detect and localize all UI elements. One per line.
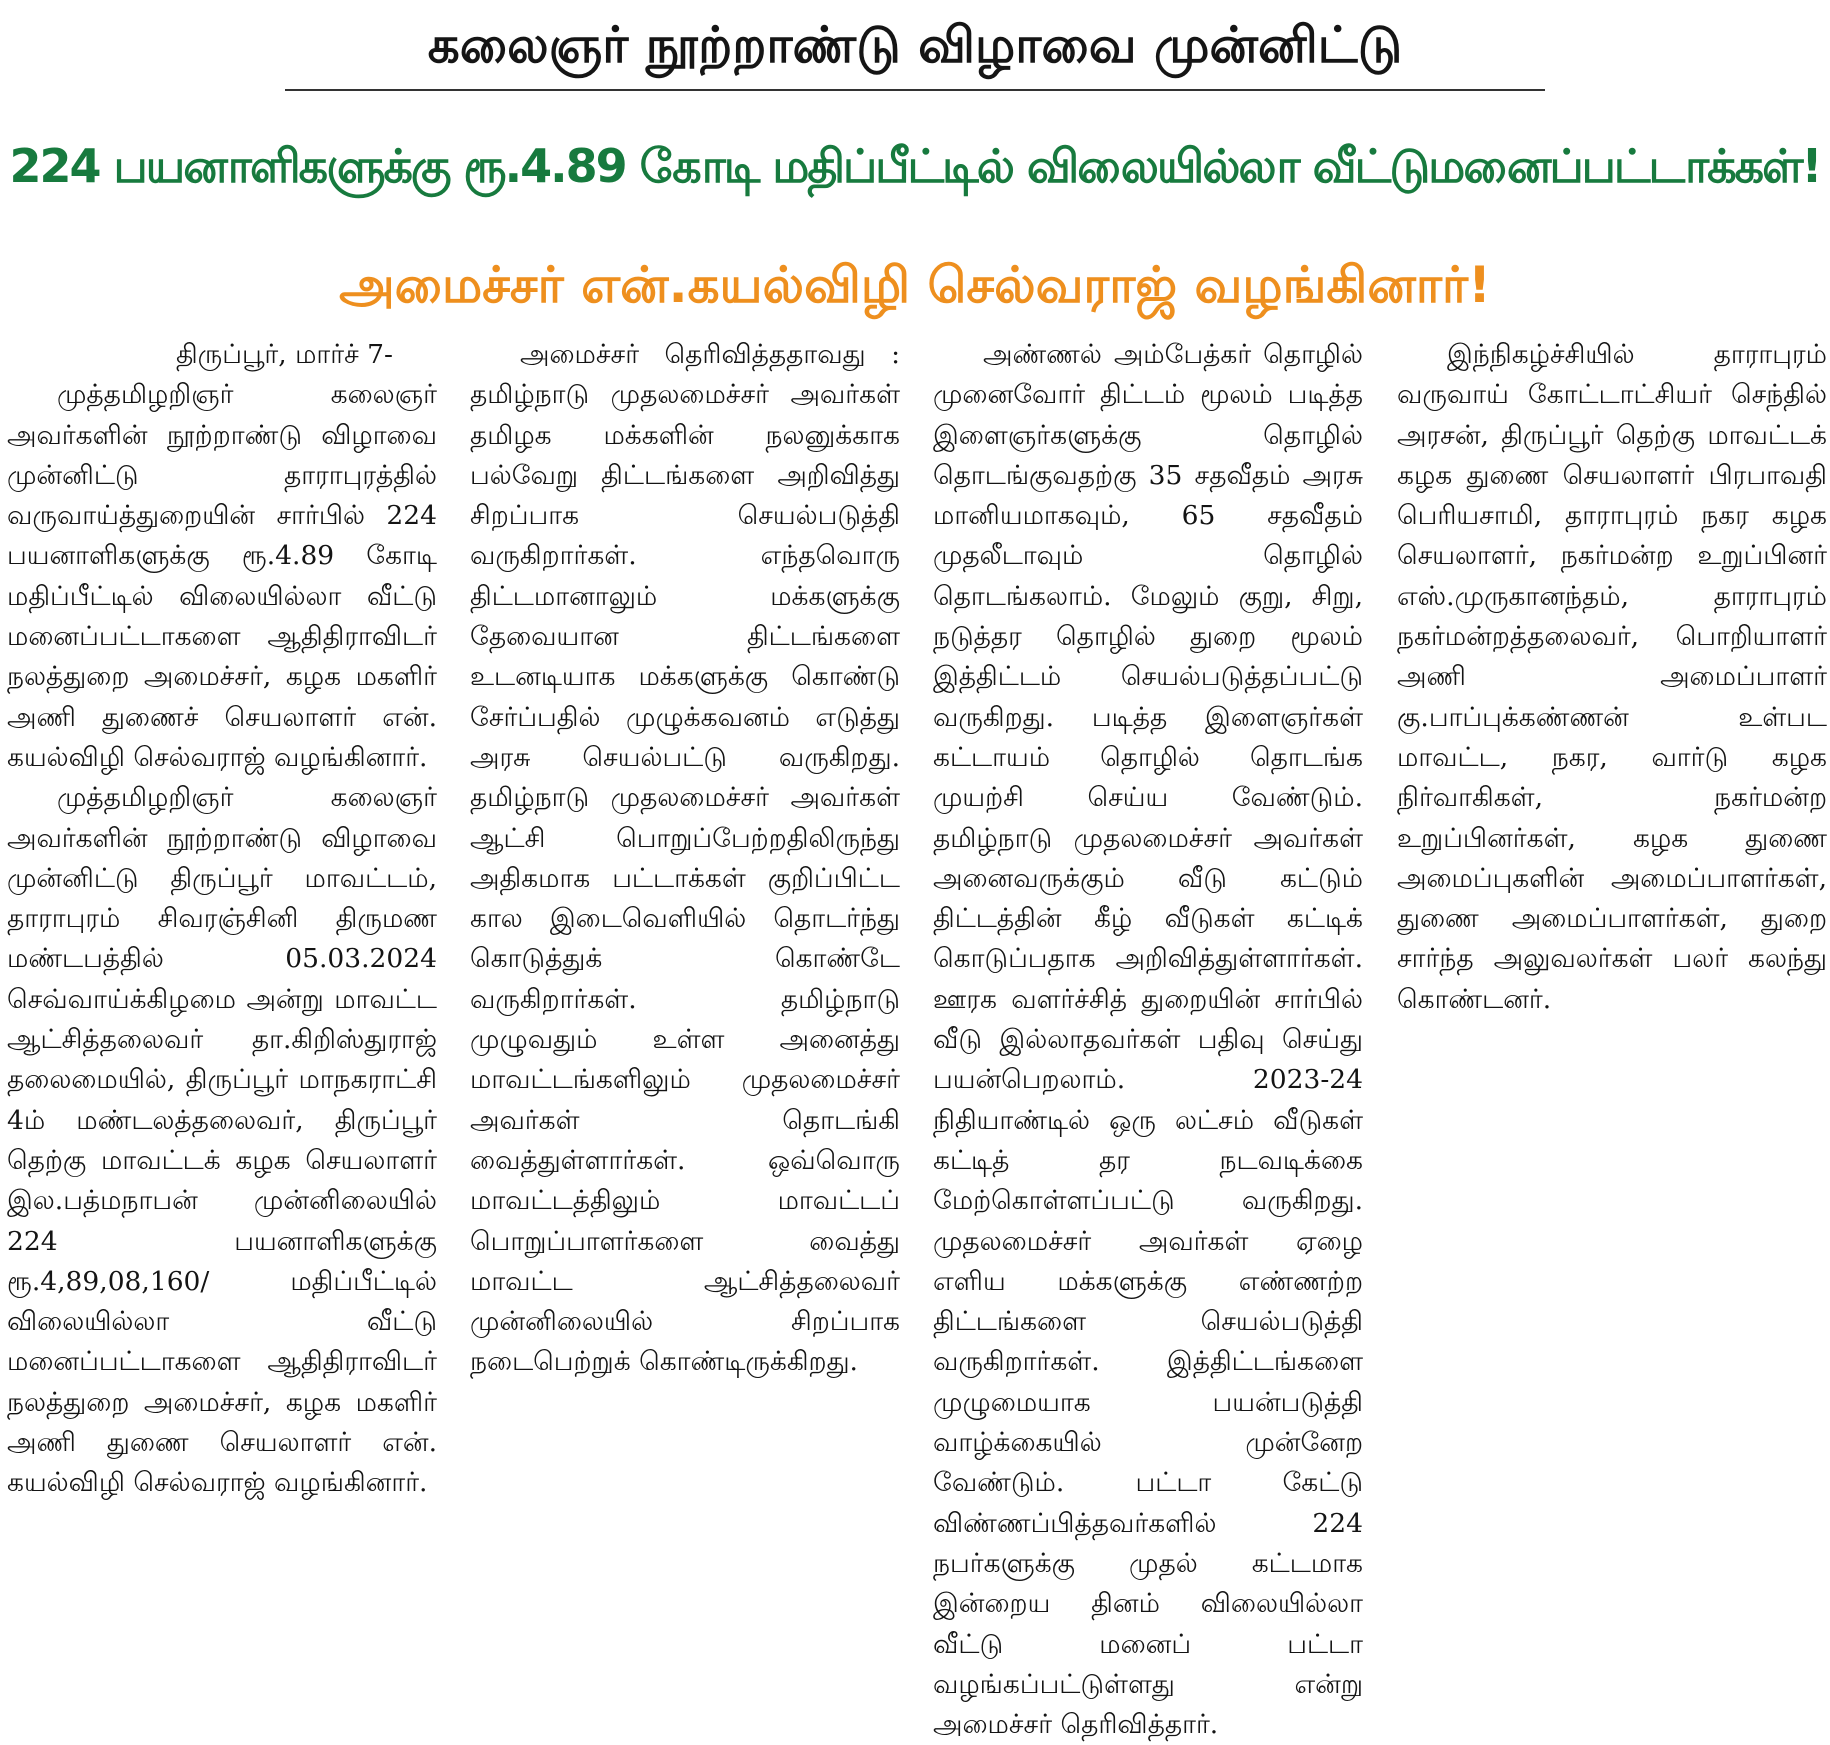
main-headline: 224 பயனாளிகளுக்கு ரூ.4.89 கோடி மதிப்பீட்டில் விலையில்லா வீட்டுமனைப்பட்டாக்கள்!: [9, 139, 1821, 193]
paragraph-2: முத்தமிழறிஞர் கலைஞர் அவர்களின் நூற்றாண்டு விழாவை முன்னிட்டு திருப்பூர் மாவட்டம், தாராபுரம் சிவரஞ்சினி திருமண மண்டபத்தில் 05.03.2024 செவ்வாய்க்கிழமை அன்று மாவட்ட ஆட்சித்தலைவர் தா.கிறிஸ்துராஜ் தலைமையில், திருப்பூர் மாநகராட்சி 4ம் மண்டலத்தலைவர், திருப்பூர் தெற்கு மாவட்டக் கழக செயலாளர் இல.பத்மநாபன் முன்னிலையில் 224 பயனாளிகளுக்கு ரூ.4,89,08,160/ மதிப்பீட்டில் விலையில்லா வீட்டு மனைப்பட்டாகளை ஆதிதிராவிடர் நலத்துறை அமைச்சர், கழக மகளிர் அணி துணை செயலாளர் என். கயல்விழி செல்வராஜ் வழங்கினார்.: [7, 782, 437, 1499]
kicker-heading: கலைஞர் நூற்றாண்டு விழாவை முன்னிட்டு: [427, 16, 1403, 74]
article-column-4: [1397, 335, 1827, 1663]
paragraph-5: இந்நிகழ்ச்சியில் தாராபுரம் வருவாய் கோட்டாட்சியர் செந்தில் அரசன், திருப்பூர் தெற்கு மாவட்டக் கழக துணை செயலாளர் பிரபாவதி பெரியசாமி, தாராபுரம் நகர கழக செயலாளர், நகர்மன்ற உறுப்பினர் எஸ்.முருகானந்தம், தாராபுரம் நகர்மன்றத்தலைவர், பொறியாளர் அணி அமைப்பாளர் கு.பாப்புக்கண்ணன் உள்பட மாவட்ட, நகர, வார்டு கழக நிர்வாகிகள், நகர்மன்ற உறுப்பினர்கள், கழக துணை அமைப்புகளின் அமைப்பாளர்கள், துணை அமைப்பாளர்கள், துறை சார்ந்த அலுவலர்கள் பலர் கலந்து கொண்டனர்.: [1397, 339, 1827, 1015]
article-column-3: [933, 335, 1363, 1741]
article-column-2: [470, 335, 900, 1663]
sub-headline: அமைச்சர் என்.கயல்விழி செல்வராஜ் வழங்கினார்!: [339, 256, 1491, 314]
kicker-rule: [285, 89, 1545, 91]
paragraph-1: முத்தமிழறிஞர் கலைஞர் அவர்களின் நூற்றாண்டு விழாவை முன்னிட்டு தாராபுரத்தில் வருவாய்த்துறையின் சார்பில் 224 பயனாளிகளுக்கு ரூ.4.89 கோடி மதிப்பீட்டில் விலையில்லா வீட்டு மனைப்பட்டாகளை ஆதிதிராவிடர் நலத்துறை அமைச்சர், கழக மகளிர் அணி துணைச் செயலாளர் என். கயல்விழி செல்வராஜ் வழங்கினார்.: [7, 379, 437, 773]
paragraph-4: அண்ணல் அம்பேத்கர் தொழில் முனைவோர் திட்டம் மூலம் படித்த இளைஞர்களுக்கு தொழில் தொடங்குவதற்கு 35 சதவீதம் அரசு மானியமாகவும், 65 சதவீதம் முதலீடாவும் தொழில் தொடங்கலாம். மேலும் குறு, சிறு, நடுத்தர தொழில் துறை மூலம் இத்திட்டம் செயல்படுத்தப்பட்டு வருகிறது. படித்த இளைஞர்கள் கட்டாயம் தொழில் தொடங்க முயற்சி செய்ய வேண்டும். தமிழ்நாடு முதலமைச்சர் அவர்கள் அனைவருக்கும் வீடு கட்டும் திட்டத்தின் கீழ் வீடுகள் கட்டிக் கொடுப்பதாக அறிவித்துள்ளார்கள். ஊரக வளர்ச்சித் துறையின் சார்பில் வீடு இல்லாதவர்கள் பதிவு செய்து பயன்பெறலாம். 2023-24 நிதியாண்டில் ஒரு லட்சம் வீடுகள் கட்டித் தர நடவடிக்கை மேற்கொள்ளப்பட்டு வருகிறது. முதலமைச்சர் அவர்கள் ஏழை எளிய மக்களுக்கு எண்ணற்ற திட்டங்களை செயல்படுத்தி வருகிறார்கள். இத்திட்டங்களை முழுமையாக பயன்படுத்தி வாழ்க்கையில் முன்னேற வேண்டும். பட்டா கேட்டு விண்ணப்பித்தவர்களில் 224 நபர்களுக்கு முதல் கட்டமாக இன்றைய தினம் விலையில்லா வீட்டு மனைப் பட்டா வழங்கப்பட்டுள்ளது என்று அமைச்சர் தெரிவித்தார்.: [933, 339, 1363, 1741]
paragraph-3: அமைச்சர் தெரிவித்ததாவது : தமிழ்நாடு முதலமைச்சர் அவர்கள் தமிழக மக்களின் நலனுக்காக பல்வேறு திட்டங்களை அறிவித்து சிறப்பாக செயல்படுத்தி வருகிறார்கள். எந்தவொரு திட்டமானாலும் மக்களுக்கு தேவையான திட்டங்களை உடனடியாக மக்களுக்கு கொண்டு சேர்ப்பதில் முழுக்கவனம் எடுத்து அரசு செயல்பட்டு வருகிறது. தமிழ்நாடு முதலமைச்சர் அவர்கள் ஆட்சி பொறுப்பேற்றதிலிருந்து அதிகமாக பட்டாக்கள் குறிப்பிட்ட கால இடைவெளியில் தொடர்ந்து கொடுத்துக் கொண்டே வருகிறார்கள். தமிழ்நாடு முழுவதும் உள்ள அனைத்து மாவட்டங்களிலும் முதலமைச்சர் அவர்கள் தொடங்கி வைத்துள்ளார்கள். ஒவ்வொரு மாவட்டத்திலும் மாவட்டப் பொறுப்பாளர்களை வைத்து மாவட்ட ஆட்சித்தலைவர் முன்னிலையில் சிறப்பாக நடைபெற்றுக் கொண்டிருக்கிறது.: [470, 339, 900, 1378]
dateline: திருப்பூர், மார்ச் 7-: [175, 339, 393, 370]
article-column-1: [7, 335, 437, 1663]
